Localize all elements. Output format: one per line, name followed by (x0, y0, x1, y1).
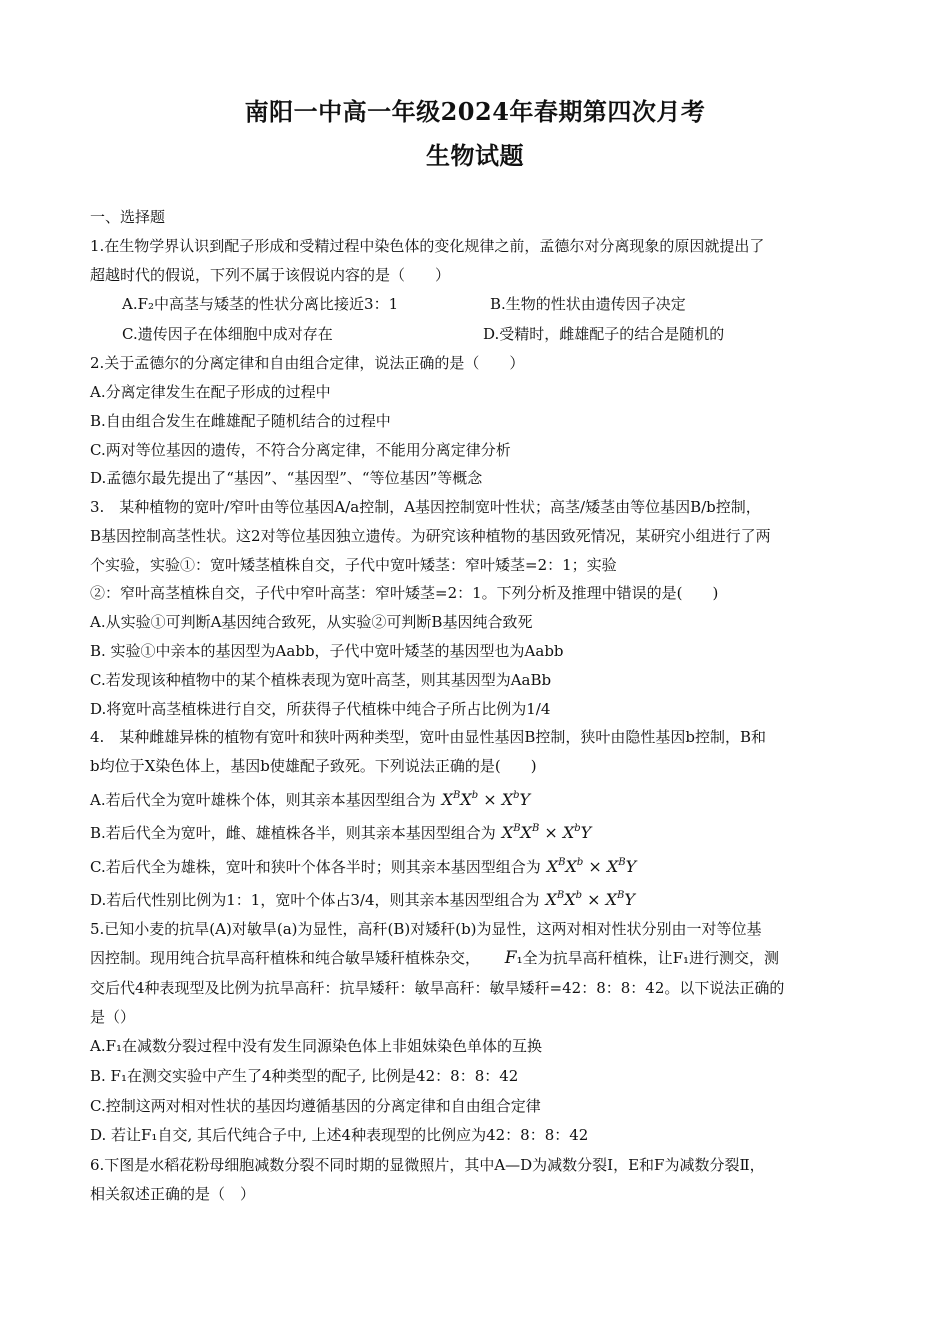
q4-stem-line2: b均位于X染色体上，基因b使雄配子致死。下列说法正确的是( ) (90, 757, 537, 775)
q4-option-c-formula: $X^BX^b \times X^BY$ (546, 857, 637, 876)
q2-option-c: C.两对等位基因的遗传，不符合分离定律，不能用分离定律分析 (90, 441, 511, 459)
q4-option-c (90, 853, 870, 877)
q4-stem-line1: 4. 某种雌雄异株的植物有宽叶和狭叶两种类型，宽叶由显性基因B控制，狭叶由隐性基因b控制，B和 (90, 728, 766, 746)
q4-option-c-text: C.若后代全为雄株，宽叶和狭叶个体各半时；则其亲本基因型组合为 (90, 858, 541, 876)
section-heading: 一、选择题 (90, 208, 166, 226)
q5-stem-line1: 5.已知小麦的抗旱(A)对敏旱(a)为显性，高秆(B)对矮秆(b)为显性，这两对相对性状分别由一对等位基 (90, 920, 762, 938)
q4-option-b-text: B.若后代全为宽叶，雌、雄植株各半，则其亲本基因型组合为 (90, 824, 496, 842)
q3-stem-line4: ②：窄叶高茎植株自交，子代中窄叶高茎：窄叶矮茎=2：1。下列分析及推理中错误的是( ) (90, 584, 719, 602)
q5-option-b: B. F₁在测交实验中产生了4种类型的配子, 比例是42：8：8：42 (90, 1067, 519, 1085)
q6-stem-line1: 6.下图是水稻花粉母细胞减数分裂不同时期的显微照片，其中A—D为减数分裂Ⅰ，E和F为减数分裂Ⅱ， (90, 1156, 765, 1174)
q1-option-c: C.遗传因子在体细胞中成对存在 (122, 325, 333, 343)
q4-option-a (90, 786, 870, 810)
q5-stem-line3: 交后代4种表现型及比例为抗旱高秆：抗旱矮秆：敏旱高秆：敏旱矮秆=42：8：8：42。以下说法正确的 (90, 979, 785, 997)
q5-stem-line2-part1: 因控制。现用纯合抗旱高秆植株和纯合敏旱矮秆植株杂交， (90, 949, 481, 967)
q4-option-a-text: A.若后代全为宽叶雄株个体，则其亲本基因型组合为 (90, 791, 436, 809)
q4-option-b (90, 819, 870, 843)
q3-stem-line1: 3. 某种植物的宽叶/窄叶由等位基因A/a控制，A基因控制宽叶性状；高茎/矮茎由等位基因B/b控制， (90, 498, 761, 516)
q3-stem-line2: B基因控制高茎性状。这2对等位基因独立遗传。为研究该种植物的基因致死情况，某研究小组进行了两 (90, 527, 771, 545)
q5-option-c: C.控制这两对相对性状的基因均遵循基因的分离定律和自由组合定律 (90, 1097, 541, 1115)
exam-subtitle: 生物试题 (426, 141, 524, 170)
q3-option-d: D.将宽叶高茎植株进行自交，所获得子代植株中纯合子所占比例为1/4 (90, 700, 551, 718)
q1-option-d: D.受精时，雌雄配子的结合是随机的 (483, 325, 725, 343)
q2-option-d: D.孟德尔最先提出了“基因”、“基因型”、“等位基因”等概念 (90, 469, 483, 487)
q5-stem-line2 (90, 948, 870, 968)
q1-option-b: B.生物的性状由遗传因子决定 (490, 295, 686, 313)
q5-stem-line2-part2: ₁全为抗旱高秆植株，让F₁进行测交，测 (516, 949, 780, 967)
q2-stem: 2.关于孟德尔的分离定律和自由组合定律，说法正确的是（ ） (90, 354, 525, 372)
q4-option-d (90, 886, 870, 910)
q4-option-d-formula: $X^BX^b \times X^BY$ (545, 890, 635, 909)
q2-option-a: A.分离定律发生在配子形成的过程中 (90, 383, 331, 401)
q5-option-d: D. 若让F₁自交, 其后代纯合子中, 上述4种表现型的比例应为42：8：8：42 (90, 1126, 589, 1144)
q3-option-b: B. 实验①中亲本的基因型为Aabb，子代中宽叶矮茎的基因型也为Aabb (90, 642, 564, 660)
exam-title: 南阳一中高一年级2024年春期第四次月考 (244, 97, 706, 126)
q2-option-b: B.自由组合发生在雌雄配子随机结合的过程中 (90, 412, 391, 430)
q1-stem-line2: 超越时代的假说，下列不属于该假说内容的是（ ） (90, 266, 451, 284)
q6-stem-line2: 相关叙述正确的是（ ） (90, 1185, 256, 1203)
q3-option-c: C.若发现该种植物中的某个植株表现为宽叶高茎，则其基因型为AaBb (90, 671, 552, 689)
q1-stem-line1: 1.在生物学界认识到配子形成和受精过程中染色体的变化规律之前，孟德尔对分离现象的原因就提出了 (90, 237, 765, 255)
q4-option-d-text: D.若后代性别比例为1：1，宽叶个体占3/4，则其亲本基因型组合为 (90, 891, 540, 909)
q3-stem-line3: 个实验，实验①：宽叶矮茎植株自交，子代中宽叶矮茎：窄叶矮茎=2：1；实验 (90, 556, 617, 574)
q1-option-a: A.F₂中高茎与矮茎的性状分离比接近3：1 (122, 295, 399, 313)
q5-f1-symbol: F (504, 948, 517, 968)
q5-option-a: A.F₁在减数分裂过程中没有发生同源染色体上非姐妹染色单体的互换 (90, 1037, 543, 1055)
q3-option-a: A.从实验①可判断A基因纯合致死，从实验②可判断B基因纯合致死 (90, 613, 533, 631)
q4-option-b-formula: $X^BX^B \times X^bY$ (501, 823, 592, 842)
q5-stem-line4: 是（） (90, 1008, 136, 1026)
q4-option-a-formula: $X^BX^b \times X^bY$ (441, 790, 531, 809)
